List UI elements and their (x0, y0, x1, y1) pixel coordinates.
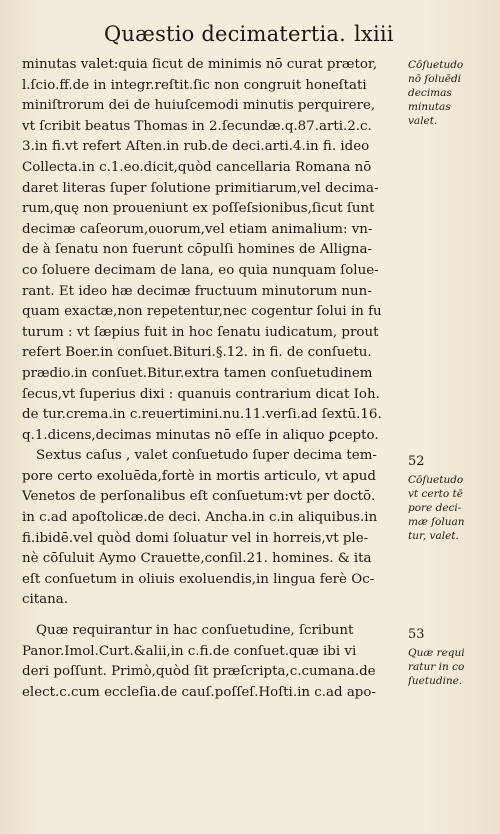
text-line: fi.ibidē.vel quòd domi ſoluatur vel in horreis,vt ple- (22, 530, 369, 546)
margin-line: ſuetudine. (408, 675, 463, 687)
text-line: Sextus caſus , valet conſuetudo ſuper decima tem- (36, 448, 377, 464)
text-line: l.ſcio.ff.de in integr.reſtit.ſic non congruit honeſtati (22, 77, 367, 93)
text-line: q.1.dicens,decimas minutas nō eſſe in aliquo ꝑcepto. (22, 427, 379, 443)
text-line: Venetos de perſonalibus eſt conſuetum:vt per doctō. (22, 489, 376, 505)
text-line: eſt conſuetum in oliuis exoluendis,in lingua ferè Oc- (22, 571, 375, 587)
text-line: pore certo exoluēda,fortè in mortis articulo, vt apud (22, 468, 377, 484)
margin-number: 53 (408, 628, 425, 642)
text-line: vt ſcribit beatus Thomas in 2.ſecundæ.q.87.arti.2.c. (22, 118, 372, 134)
margin-line: tur, valet. (408, 530, 459, 542)
margin-line: Cōſuetudo (408, 59, 464, 71)
text-line: in c.ad apoſtolicæ.de deci. Ancha.in c.in aliquibus.in (22, 510, 378, 526)
margin-line: decimas (408, 87, 452, 99)
text-line: de tur.crema.in c.reuertimini.nu.11.verſi.ad ſextū.16. (22, 407, 382, 423)
text-line: miniſtrorum dei de huiuſcemodi minutis perquirere, (22, 98, 376, 114)
margin-line: minutas (408, 101, 451, 113)
folio-number: lxiii (354, 22, 394, 46)
margin-line: Quæ requi (408, 647, 465, 659)
text-line: Panor.Imol.Curt.&alii,in c.fi.de conſuet.quæ ibi vi (22, 643, 357, 659)
text-line: 3.in fi.vt refert Aſten.in rub.de deci.arti.4.in fi. ideo (22, 139, 370, 155)
text-line: nè cōſuluit Aymo Crauette,conſil.21. homines. & ita (22, 551, 372, 567)
margin-line: vt certo tē (408, 488, 463, 500)
margin-note-2 (408, 455, 496, 543)
margin-line: pore deci- (408, 502, 462, 514)
margin-note-3 (408, 628, 496, 688)
text-line: Quæ requirantur in hac conſuetudine, ſcribunt (36, 623, 354, 639)
margin-number: 52 (408, 455, 425, 469)
margin-line: mæ ſoluan (408, 516, 465, 528)
text-line: ſecus,vt ſuperius dixi : quanuis contrarium dicat Ioh. (22, 386, 380, 402)
text-line: refert Boer.in conſuet.Bituri.§.12. in fi. de conſuetu. (22, 345, 372, 361)
text-line: turum : vt ſæpius fuit in hoc ſenatu iudicatum, prout (22, 324, 379, 340)
text-line: prædio.in conſuet.Bitur.extra tamen conſuetudinem (22, 365, 373, 381)
paragraph-gap (22, 611, 405, 621)
header-title: Quæstio decimatertia. (104, 22, 346, 46)
text-line: citana. (22, 592, 69, 608)
margin-line: nō ſoluēdi (408, 73, 462, 85)
text-line: rum,quę non proueniunt ex poſſeſsionibus,ſicut ſunt (22, 201, 375, 217)
margin-note-1 (408, 58, 496, 128)
margin-line: ratur in co (408, 661, 465, 673)
text-line: daret literas ſuper ſolutione primitiarum,vel decima- (22, 180, 379, 196)
text-line: co ſoluere decimam de lana, eo quia nunquam ſolue- (22, 262, 379, 278)
text-line: de à ſenatu non fuerunt cōpulſi homines de Alligna- (22, 242, 372, 258)
text-line: deri poſſunt. Primò,quòd ſit præſcripta,c.cumana.de (22, 664, 376, 680)
text-line: decimæ caſeorum,ouorum,vel etiam animalium: vn- (22, 221, 373, 237)
text-line: rant. Et ideo hæ decimæ fructuum minutorum nun- (22, 283, 372, 299)
text-line: quam exactæ,non repetentur,nec cogentur ſolui in fu (22, 304, 382, 320)
margin-line: Cōſuetudo (408, 474, 464, 486)
running-header (104, 22, 484, 52)
margin-line: valet. (408, 115, 438, 127)
text-line: minutas valet:quia ſicut de minimis nō curat prætor, (22, 57, 378, 72)
text-line: Collecta.in c.1.eo.dicit,quòd cancellaria Romana nō (22, 159, 372, 175)
text-line: elect.c.cum eccleſia.de cauſ.poſſeſ.Hoſti.in c.ad apo- (22, 684, 376, 700)
main-text (22, 55, 405, 703)
